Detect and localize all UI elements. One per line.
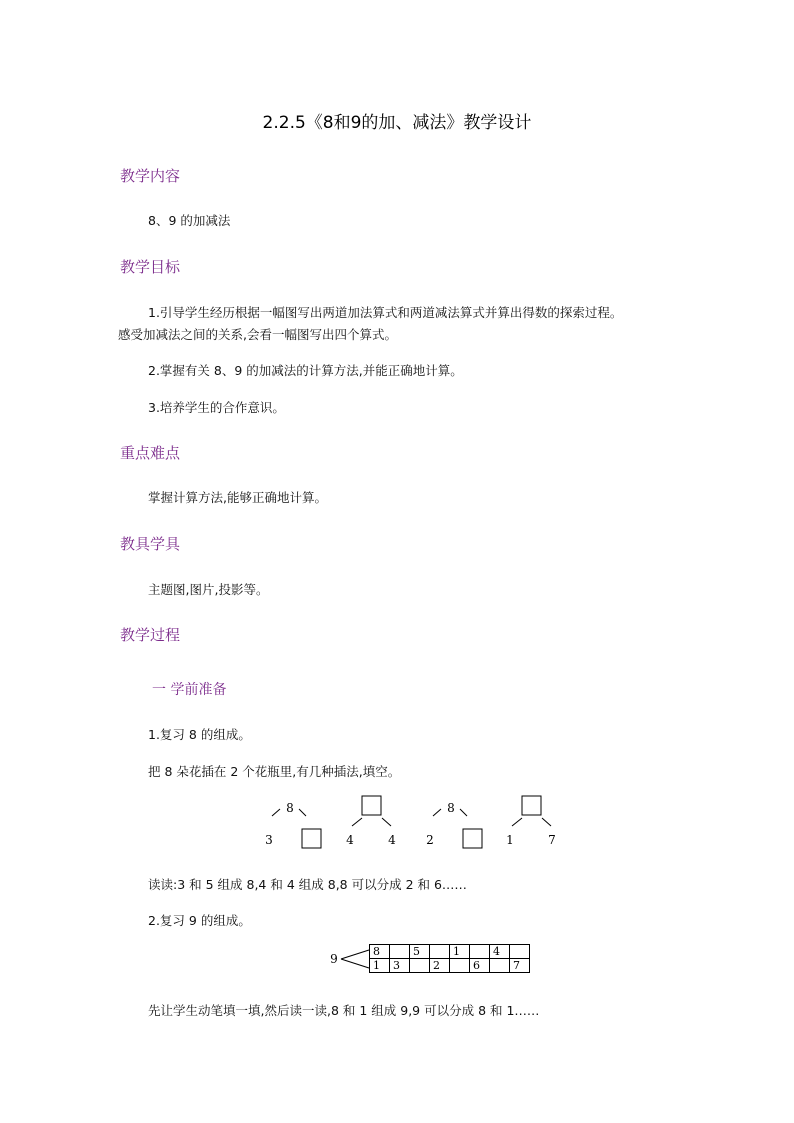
- goal-1-line-2: 感受加减法之间的关系,会看一幅图写出四个算式。: [118, 327, 397, 342]
- grid-cell: 5: [410, 945, 430, 959]
- heading-teaching-process: 教学过程: [120, 626, 181, 644]
- goal-2: 2.掌握有关 8、9 的加减法的计算方法,并能正确地计算。: [148, 363, 463, 378]
- grid-cell: [490, 959, 510, 973]
- g4-top-box: [522, 796, 541, 815]
- g2-left: 4: [346, 833, 354, 847]
- grid-cell: [410, 959, 430, 973]
- grid-cell: [390, 945, 410, 959]
- goal-1-line-1: 1.引导学生经历根据一幅图写出两道加法算式和两道减法算式并算出得数的探索过程。: [148, 305, 623, 320]
- read-text: 读读:3 和 5 组成 8,4 和 4 组成 8,8 可以分成 2 和 6……: [148, 877, 467, 892]
- g2-top-box: [362, 796, 381, 815]
- goal-3: 3.培养学生的合作意识。: [148, 400, 285, 415]
- heading-key-points: 重点难点: [120, 444, 181, 462]
- review-8-text: 1.复习 8 的组成。: [148, 727, 251, 742]
- grid-cell: 6: [470, 959, 490, 973]
- teaching-tools-text: 主题图,图片,投影等。: [148, 582, 269, 597]
- g3-left: 2: [426, 833, 434, 847]
- review-9-text: 2.复习 9 的组成。: [148, 913, 251, 928]
- grid-cell: 4: [490, 945, 510, 959]
- heading-teaching-content: 教学内容: [120, 167, 181, 185]
- final-text: 先让学生动笔填一填,然后读一读,8 和 1 组成 9,9 可以分成 8 和 1……: [148, 1003, 540, 1018]
- document-title: 2.2.5《8和9的加、减法》教学设计: [262, 113, 532, 133]
- composition-diagram-9-branch: [320, 944, 372, 976]
- g3-right-box: [463, 829, 482, 848]
- grid-cell: 2: [430, 959, 450, 973]
- grid-cell: 3: [390, 959, 410, 973]
- g4-left: 1: [506, 833, 514, 847]
- grid-top-row: [370, 945, 530, 959]
- grid-cell: [430, 945, 450, 959]
- g1-right-box: [302, 829, 321, 848]
- root-9: 9: [330, 952, 338, 966]
- g3-top: 8: [447, 801, 455, 815]
- g4-right: 7: [548, 833, 556, 847]
- heading-teaching-goals: 教学目标: [120, 258, 181, 276]
- composition-grid-9: [369, 944, 530, 973]
- grid-cell: 7: [510, 959, 530, 973]
- composition-diagram-8: [0, 790, 794, 855]
- g1-top: 8: [286, 801, 294, 815]
- grid-cell: [470, 945, 490, 959]
- grid-cell: [510, 945, 530, 959]
- grid-cell: 1: [370, 959, 390, 973]
- grid-bottom-row: [370, 959, 530, 973]
- key-points-text: 掌握计算方法,能够正确地计算。: [148, 490, 327, 505]
- grid-cell: 1: [450, 945, 470, 959]
- grid-cell: 8: [370, 945, 390, 959]
- instruction-text: 把 8 朵花插在 2 个花瓶里,有几种插法,填空。: [148, 764, 401, 779]
- g1-left: 3: [265, 833, 273, 847]
- sub-heading-preparation: 一 学前准备: [152, 682, 227, 698]
- g2-right: 4: [388, 833, 396, 847]
- grid-cell: [450, 959, 470, 973]
- heading-teaching-tools: 教具学具: [120, 535, 181, 553]
- teaching-content-text: 8、9 的加减法: [148, 213, 231, 228]
